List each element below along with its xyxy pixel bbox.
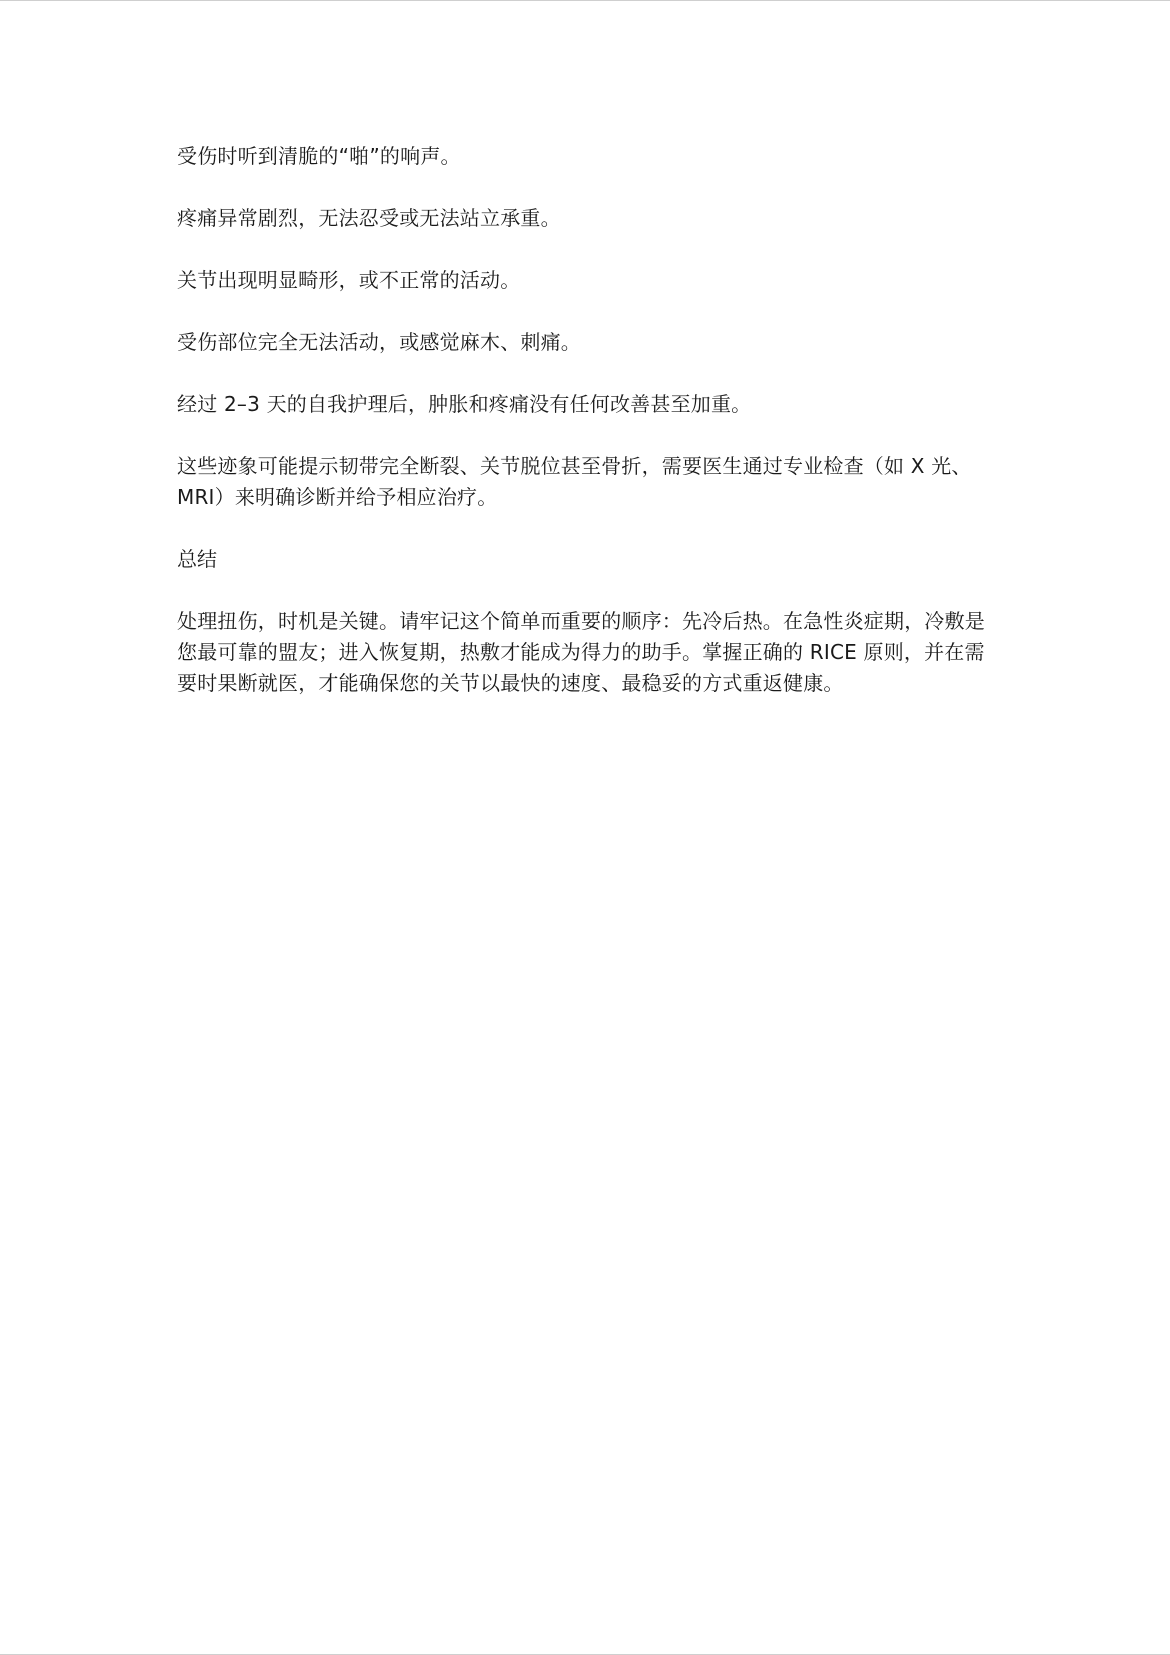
warning-sign-severe-pain: 疼痛异常剧烈，无法忍受或无法站立承重。 (177, 206, 561, 230)
warning-sign-no-improvement: 经过 2–3 天的自我护理后，肿胀和疼痛没有任何改善甚至加重。 (177, 392, 752, 416)
warning-sign-deformity: 关节出现明显畸形，或不正常的活动。 (177, 268, 521, 292)
warning-explanation: 这些迹象可能提示韧带完全断裂、关节脱位甚至骨折，需要医生通过专业检查（如 X 光、MRI）来明确诊断并给予相应治疗。 (177, 454, 972, 509)
summary-paragraph: 处理扭伤，时机是关键。请牢记这个简单而重要的顺序：先冷后热。在急性炎症期，冷敷是您最可靠的盟友；进入恢复期，热敷才能成为得力的助手。掌握正确的 RICE 原则，并在需要时果断就医，才能确保您的关节以最快的速度、最稳妥的方式重返健康。 (177, 609, 985, 695)
warning-sign-pop-sound: 受伤时听到清脆的“啪”的响声。 (177, 144, 461, 168)
document-body (177, 141, 997, 730)
warning-sign-numbness: 受伤部位完全无法活动，或感觉麻木、刺痛。 (177, 330, 581, 354)
summary-heading: 总结 (177, 547, 217, 571)
